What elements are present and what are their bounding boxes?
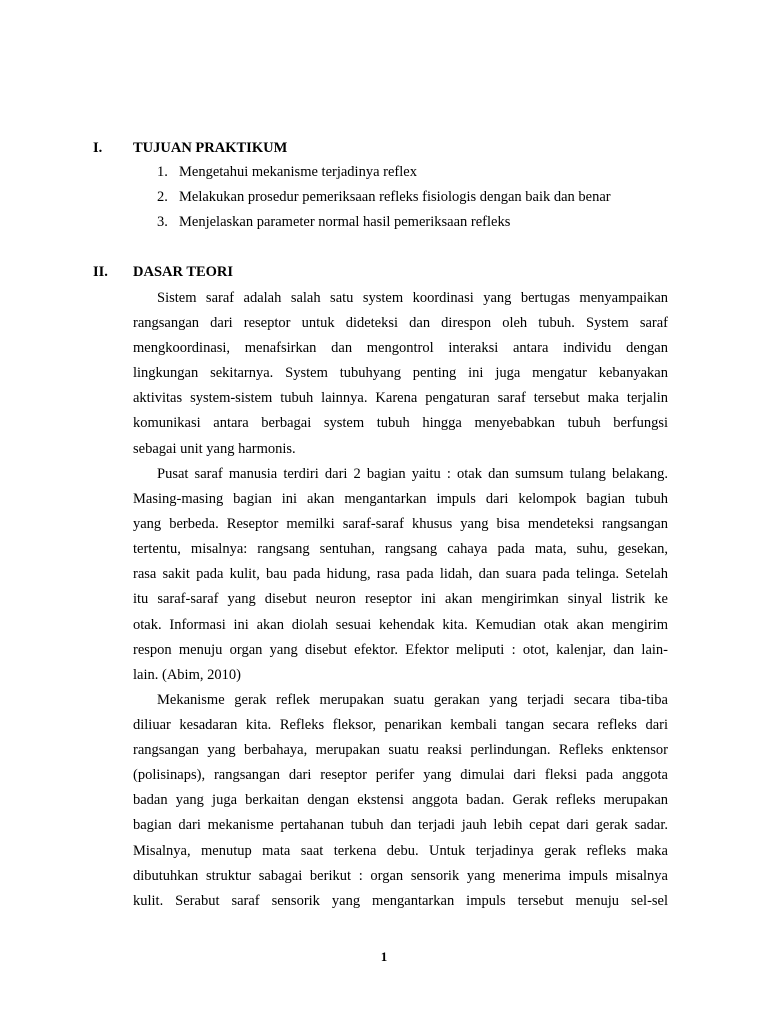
text-line: lingkungan sekitarnya. System tubuhyang penting ini juga mengatur kebanyakan [133, 365, 668, 382]
text-line: Sistem saraf adalah salah satu system koordinasi yang bertugas menyampaikan [157, 290, 668, 306]
text-line: rangsangan dari reseptor untuk dideteksi dan direspon oleh tubuh. System saraf [133, 315, 668, 332]
text-line: rangsangan yang berbahaya, merupakan suatu reaksi perlindungan. Refleks enktensor [133, 742, 668, 759]
text-line: badan yang juga berkaitan dengan ekstensi anggota badan. Gerak refleks merupakan [133, 792, 668, 809]
list-text: Menjelaskan parameter normal hasil pemeriksaan refleks [179, 214, 511, 230]
text-line: Mekanisme gerak reflek merupakan suatu gerakan yang terjadi secara tiba-tiba [157, 692, 668, 708]
text-line: rasa sakit pada kulit, bau pada hidung, rasa pada lidah, dan suara pada telinga. Setelah [133, 566, 668, 583]
text-line: Masing-masing bagian ini akan mengantarkan impuls dari kelompok bagian tubuh [133, 491, 668, 508]
text-line: Pusat saraf manusia terdiri dari 2 bagian yaitu : otak dan sumsum tulang belakang. [157, 466, 668, 482]
text-line: otak. Informasi ini akan diolah sesuai kehendak kita. Kemudian otak akan mengirim [133, 616, 668, 633]
list-text: Melakukan prosedur pemeriksaan refleks fisiologis dengan baik dan benar [179, 189, 611, 205]
objective-item [157, 188, 611, 206]
objective-item [157, 163, 417, 181]
text-line: komunikasi antara berbagai system tubuh hingga menyebabkan tubuh berfungsi [133, 415, 668, 432]
text-line: yang berbeda. Reseptor memilki saraf-saraf khusus yang bisa mendeteksi rangsangan [133, 516, 668, 533]
text-line: aktivitas system-sistem tubuh lainnya. Karena pengaturan saraf tersebut maka terjalin [133, 390, 668, 407]
paragraph-3 [133, 688, 668, 914]
text-line: Misalnya, menutup mata saat terkena debu. Untuk terjadinya gerak refleks maka [133, 842, 668, 859]
paragraph-1 [133, 286, 668, 462]
list-number: 2. [157, 189, 168, 205]
text-line: (polisinaps), rangsangan dari reseptor perifer yang dimulai dari fleksi pada anggota [133, 767, 668, 784]
section-2-number: II. [93, 264, 108, 280]
objective-item [157, 213, 510, 231]
section-1-number: I. [93, 140, 103, 156]
section-2-title: DASAR TEORI [133, 264, 234, 280]
page-number: 1 [380, 949, 388, 964]
text-line: lain. (Abim, 2010) [133, 666, 241, 683]
text-line: kulit. Serabut saraf sensorik yang mengantarkan impuls tersebut menuju sel-sel [133, 892, 668, 909]
text-line: respon menuju organ yang disebut efektor. Efektor meliputi : otot, kalenjar, dan lain- [133, 641, 668, 658]
text-line: dibutuhkan struktur sabagai berikut : organ sensorik yang menerima impuls misalnya [133, 867, 668, 884]
text-line: itu saraf-saraf yang disebut neuron reseptor ini akan mengirimkan sinyal listrik ke [133, 591, 668, 608]
list-text: Mengetahui mekanisme terjadinya reflex [179, 164, 417, 180]
list-number: 1. [157, 164, 168, 180]
list-number: 3. [157, 214, 168, 230]
text-line: sebagai unit yang harmonis. [133, 440, 296, 457]
text-line: tertentu, misalnya: rangsang sentuhan, rangsang cahaya pada mata, suhu, gesekan, [133, 541, 668, 558]
text-line: diliuar kesadaran kita. Refleks fleksor, penarikan kembali tangan secara refleks dari [133, 717, 668, 734]
text-line: bagian dari mekanisme pertahanan tubuh dan terjadi jauh lebih cepat dari gerak sadar. [133, 817, 668, 834]
text-line: mengkoordinasi, menafsirkan dan mengontrol interaksi antara individu dengan [133, 340, 668, 357]
section-1-title: TUJUAN PRAKTIKUM [133, 140, 288, 156]
paragraph-2 [133, 462, 668, 688]
